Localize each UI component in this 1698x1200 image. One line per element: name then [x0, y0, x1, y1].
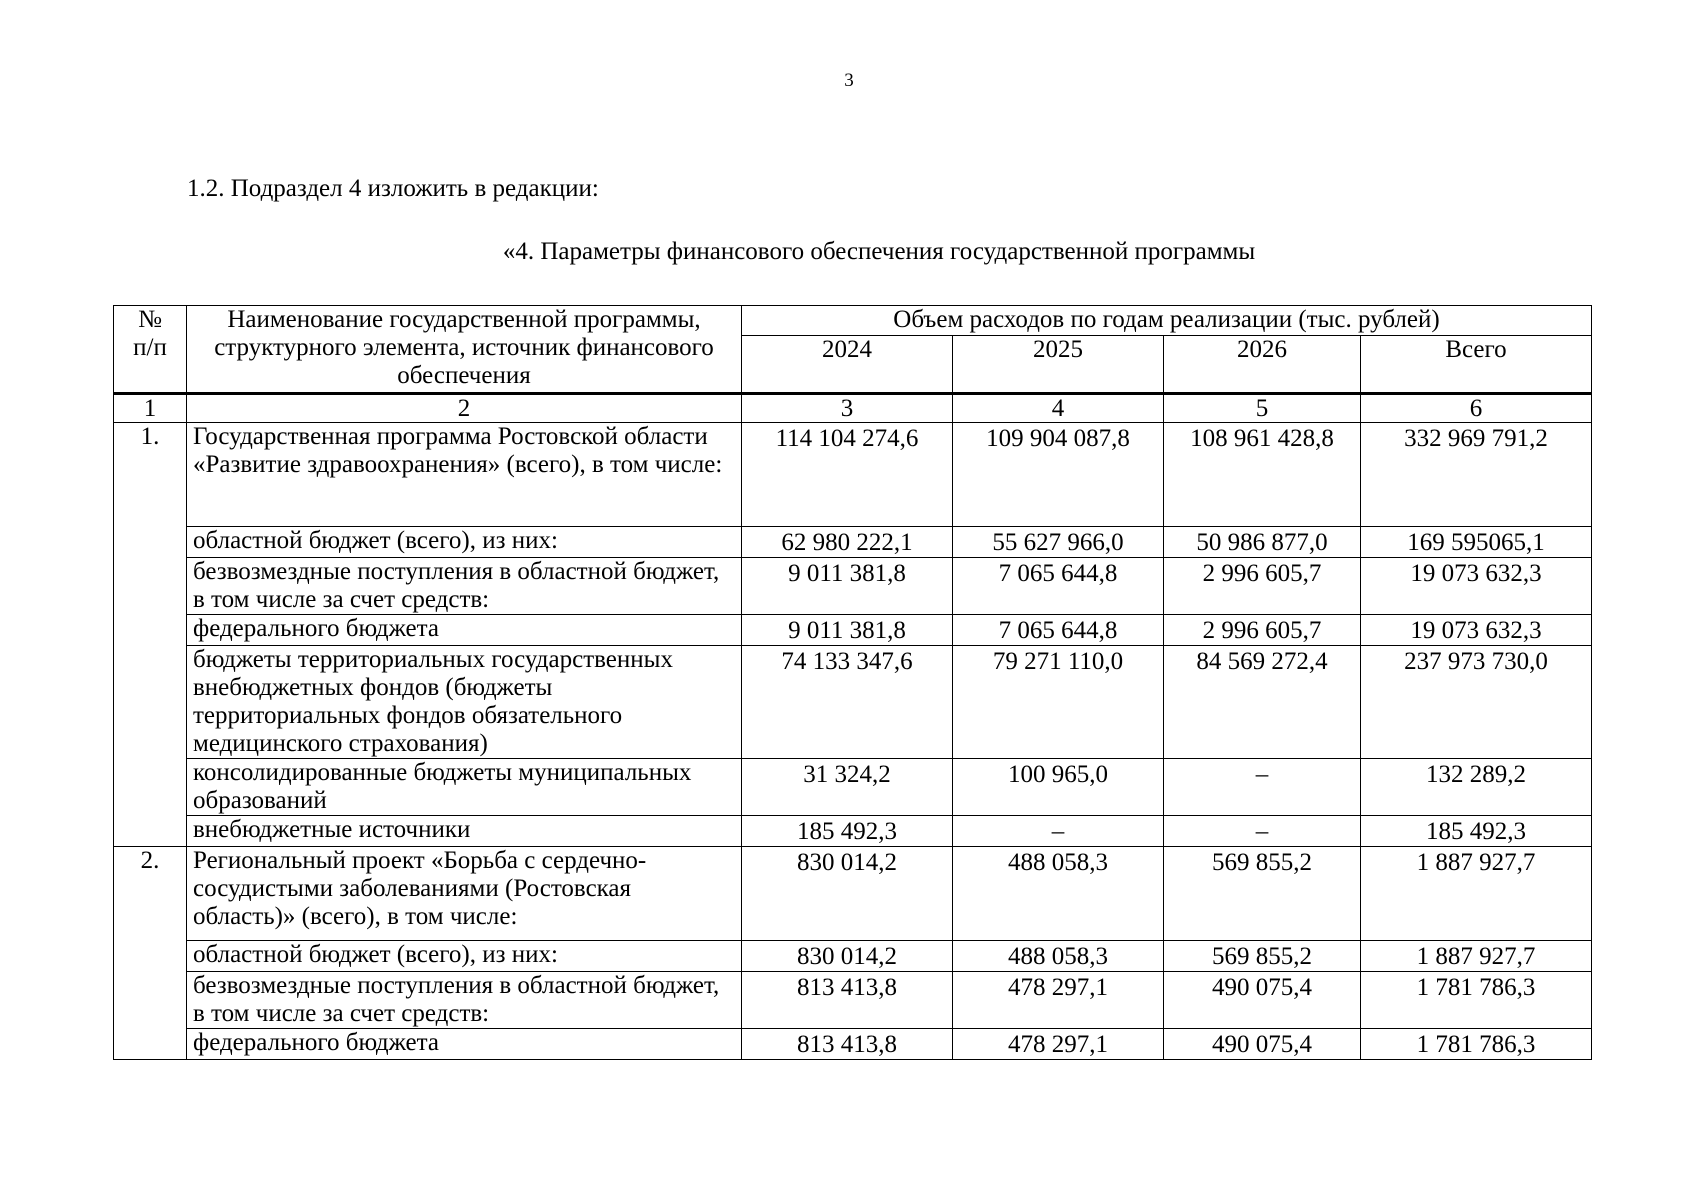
row-name: федерального бюджета: [187, 1029, 742, 1060]
value-2026: 569 855,2: [1164, 847, 1361, 941]
header-year-2024: 2024: [742, 336, 953, 394]
value-2024: 830 014,2: [742, 941, 953, 972]
header-year-2025: 2025: [953, 336, 1164, 394]
row-name: Государственная программа Ростовской области «Развитие здравоохранения» (всего), в том числе:: [187, 423, 742, 527]
value-2026: 2 996 605,7: [1164, 558, 1361, 615]
row-name: федерального бюджета: [187, 615, 742, 646]
value-2025: 109 904 087,8: [953, 423, 1164, 527]
value-2026: 2 996 605,7: [1164, 615, 1361, 646]
value-2024: 813 413,8: [742, 1029, 953, 1060]
table-row: [114, 423, 1592, 527]
value-2025: 488 058,3: [953, 941, 1164, 972]
table-row: [114, 527, 1592, 558]
value-2025: 79 271 110,0: [953, 646, 1164, 759]
intro-paragraph: 1.2. Подраздел 4 изложить в редакции:: [187, 175, 599, 202]
row-name: безвозмездные поступления в областной бюджет, в том числе за счет средств:: [187, 558, 742, 615]
value-2026: 490 075,4: [1164, 1029, 1361, 1060]
value-total: 19 073 632,3: [1361, 558, 1592, 615]
table-row: [114, 646, 1592, 759]
value-2025: 7 065 644,8: [953, 615, 1164, 646]
row-name: внебюджетные источники: [187, 816, 742, 847]
value-2025: –: [953, 816, 1164, 847]
index-cell: 6: [1361, 394, 1592, 423]
index-cell: 3: [742, 394, 953, 423]
value-2024: 185 492,3: [742, 816, 953, 847]
value-total: 1 887 927,7: [1361, 941, 1592, 972]
page-number: 3: [844, 70, 854, 91]
value-2025: 488 058,3: [953, 847, 1164, 941]
header-row-1: [114, 306, 1592, 336]
header-name: Наименование государственной программы, структурного элемента, источник финансового обеспечения: [187, 306, 742, 394]
value-2024: 9 011 381,8: [742, 615, 953, 646]
value-2025: 478 297,1: [953, 1029, 1164, 1060]
row-number: 2.: [114, 847, 187, 1060]
value-2025: 7 065 644,8: [953, 558, 1164, 615]
row-name: бюджеты территориальных государственных внебюджетных фондов (бюджеты территориальных фондов обязательного медицинского страхования): [187, 646, 742, 759]
value-2024: 114 104 274,6: [742, 423, 953, 527]
value-2026: 50 986 877,0: [1164, 527, 1361, 558]
value-2026: –: [1164, 759, 1361, 816]
value-total: 132 289,2: [1361, 759, 1592, 816]
table-row: [114, 972, 1592, 1029]
value-2024: 830 014,2: [742, 847, 953, 941]
table-row: [114, 941, 1592, 972]
section-heading: «4. Параметры финансового обеспечения государственной программы: [502, 238, 1256, 265]
value-2025: 55 627 966,0: [953, 527, 1164, 558]
index-cell: 2: [187, 394, 742, 423]
value-2024: 74 133 347,6: [742, 646, 953, 759]
value-2026: 108 961 428,8: [1164, 423, 1361, 527]
value-total: 332 969 791,2: [1361, 423, 1592, 527]
value-2026: –: [1164, 816, 1361, 847]
value-2026: 84 569 272,4: [1164, 646, 1361, 759]
row-name: консолидированные бюджеты муниципальных образований: [187, 759, 742, 816]
index-row: [114, 394, 1592, 423]
value-2024: 813 413,8: [742, 972, 953, 1029]
index-cell: 5: [1164, 394, 1361, 423]
row-name: безвозмездные поступления в областной бюджет, в том числе за счет средств:: [187, 972, 742, 1029]
table-row: [114, 615, 1592, 646]
value-2025: 100 965,0: [953, 759, 1164, 816]
value-total: 1 781 786,3: [1361, 972, 1592, 1029]
value-2026: 569 855,2: [1164, 941, 1361, 972]
value-2024: 62 980 222,1: [742, 527, 953, 558]
value-total: 185 492,3: [1361, 816, 1592, 847]
value-total: 169 595065,1: [1361, 527, 1592, 558]
value-2025: 478 297,1: [953, 972, 1164, 1029]
table-row: [114, 558, 1592, 615]
value-total: 1 887 927,7: [1361, 847, 1592, 941]
header-group: Объем расходов по годам реализации (тыс. рублей): [742, 306, 1592, 336]
value-total: 237 973 730,0: [1361, 646, 1592, 759]
value-total: 19 073 632,3: [1361, 615, 1592, 646]
financing-table: [113, 305, 1592, 1060]
table-row: [114, 759, 1592, 816]
value-2026: 490 075,4: [1164, 972, 1361, 1029]
index-cell: 1: [114, 394, 187, 423]
row-name: Региональный проект «Борьба с сердечно-сосудистыми заболеваниями (Ростовская область)» (всего), в том числе:: [187, 847, 742, 941]
row-name: областной бюджет (всего), из них:: [187, 527, 742, 558]
table-row: [114, 816, 1592, 847]
header-num: № п/п: [114, 306, 187, 394]
index-cell: 4: [953, 394, 1164, 423]
value-total: 1 781 786,3: [1361, 1029, 1592, 1060]
value-2024: 9 011 381,8: [742, 558, 953, 615]
row-name: областной бюджет (всего), из них:: [187, 941, 742, 972]
header-year-2026: 2026: [1164, 336, 1361, 394]
value-2024: 31 324,2: [742, 759, 953, 816]
row-number: 1.: [114, 423, 187, 847]
table-row: [114, 1029, 1592, 1060]
header-total: Всего: [1361, 336, 1592, 394]
table-row: [114, 847, 1592, 941]
